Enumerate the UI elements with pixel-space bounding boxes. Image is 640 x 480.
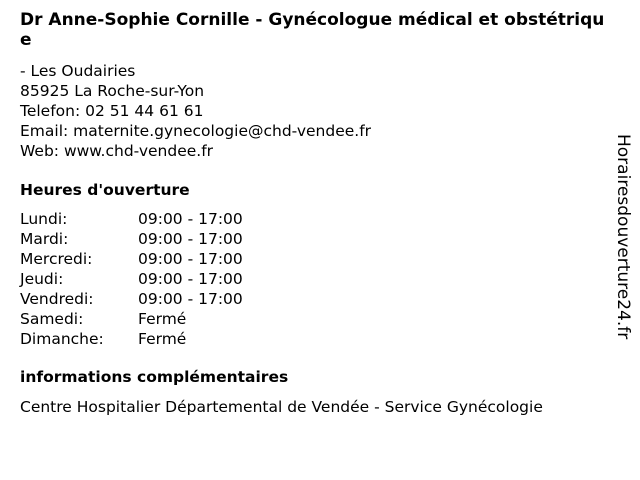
hours-time: 09:00 - 17:00 bbox=[138, 270, 243, 288]
hours-row-vendredi bbox=[20, 289, 610, 309]
hours-day: Jeudi: bbox=[20, 270, 64, 288]
info-heading: informations complémentaires bbox=[20, 368, 289, 386]
hours-time: Fermé bbox=[138, 330, 187, 348]
address-block bbox=[20, 61, 610, 161]
hours-heading: Heures d'ouverture bbox=[20, 181, 190, 199]
hours-row-jeudi bbox=[20, 269, 610, 289]
hours-time: 09:00 - 17:00 bbox=[138, 250, 243, 268]
email-line: Email: maternite.gynecologie@chd-vendee.fr bbox=[20, 122, 372, 140]
hours-day: Lundi: bbox=[20, 210, 68, 228]
address-city: 85925 La Roche-sur-Yon bbox=[20, 82, 205, 100]
hours-day: Dimanche: bbox=[20, 330, 104, 348]
page-title: Dr Anne-Sophie Cornille - Gynécologue médical et obstétrique bbox=[20, 10, 605, 50]
hours-day: Samedi: bbox=[20, 310, 84, 328]
site-brand-watermark: Horairesdouverture24.fr bbox=[613, 134, 633, 340]
hours-row-dimanche bbox=[20, 329, 610, 349]
hours-day: Vendredi: bbox=[20, 290, 94, 308]
hours-row-lundi bbox=[20, 209, 610, 229]
hours-row-samedi bbox=[20, 309, 610, 329]
hours-time: Fermé bbox=[138, 310, 187, 328]
phone-line: Telefon: 02 51 44 61 61 bbox=[20, 102, 204, 120]
info-text: Centre Hospitalier Départemental de Vendée - Service Gynécologie bbox=[20, 398, 543, 416]
hours-time: 09:00 - 17:00 bbox=[138, 210, 243, 228]
hours-day: Mardi: bbox=[20, 230, 69, 248]
address-street: - Les Oudairies bbox=[20, 62, 136, 80]
hours-table bbox=[20, 209, 610, 349]
web-line: Web: www.chd-vendee.fr bbox=[20, 142, 214, 160]
hours-row-mercredi bbox=[20, 249, 610, 269]
hours-row-mardi bbox=[20, 229, 610, 249]
listing-content bbox=[20, 10, 610, 417]
hours-day: Mercredi: bbox=[20, 250, 93, 268]
hours-time: 09:00 - 17:00 bbox=[138, 230, 243, 248]
hours-time: 09:00 - 17:00 bbox=[138, 290, 243, 308]
